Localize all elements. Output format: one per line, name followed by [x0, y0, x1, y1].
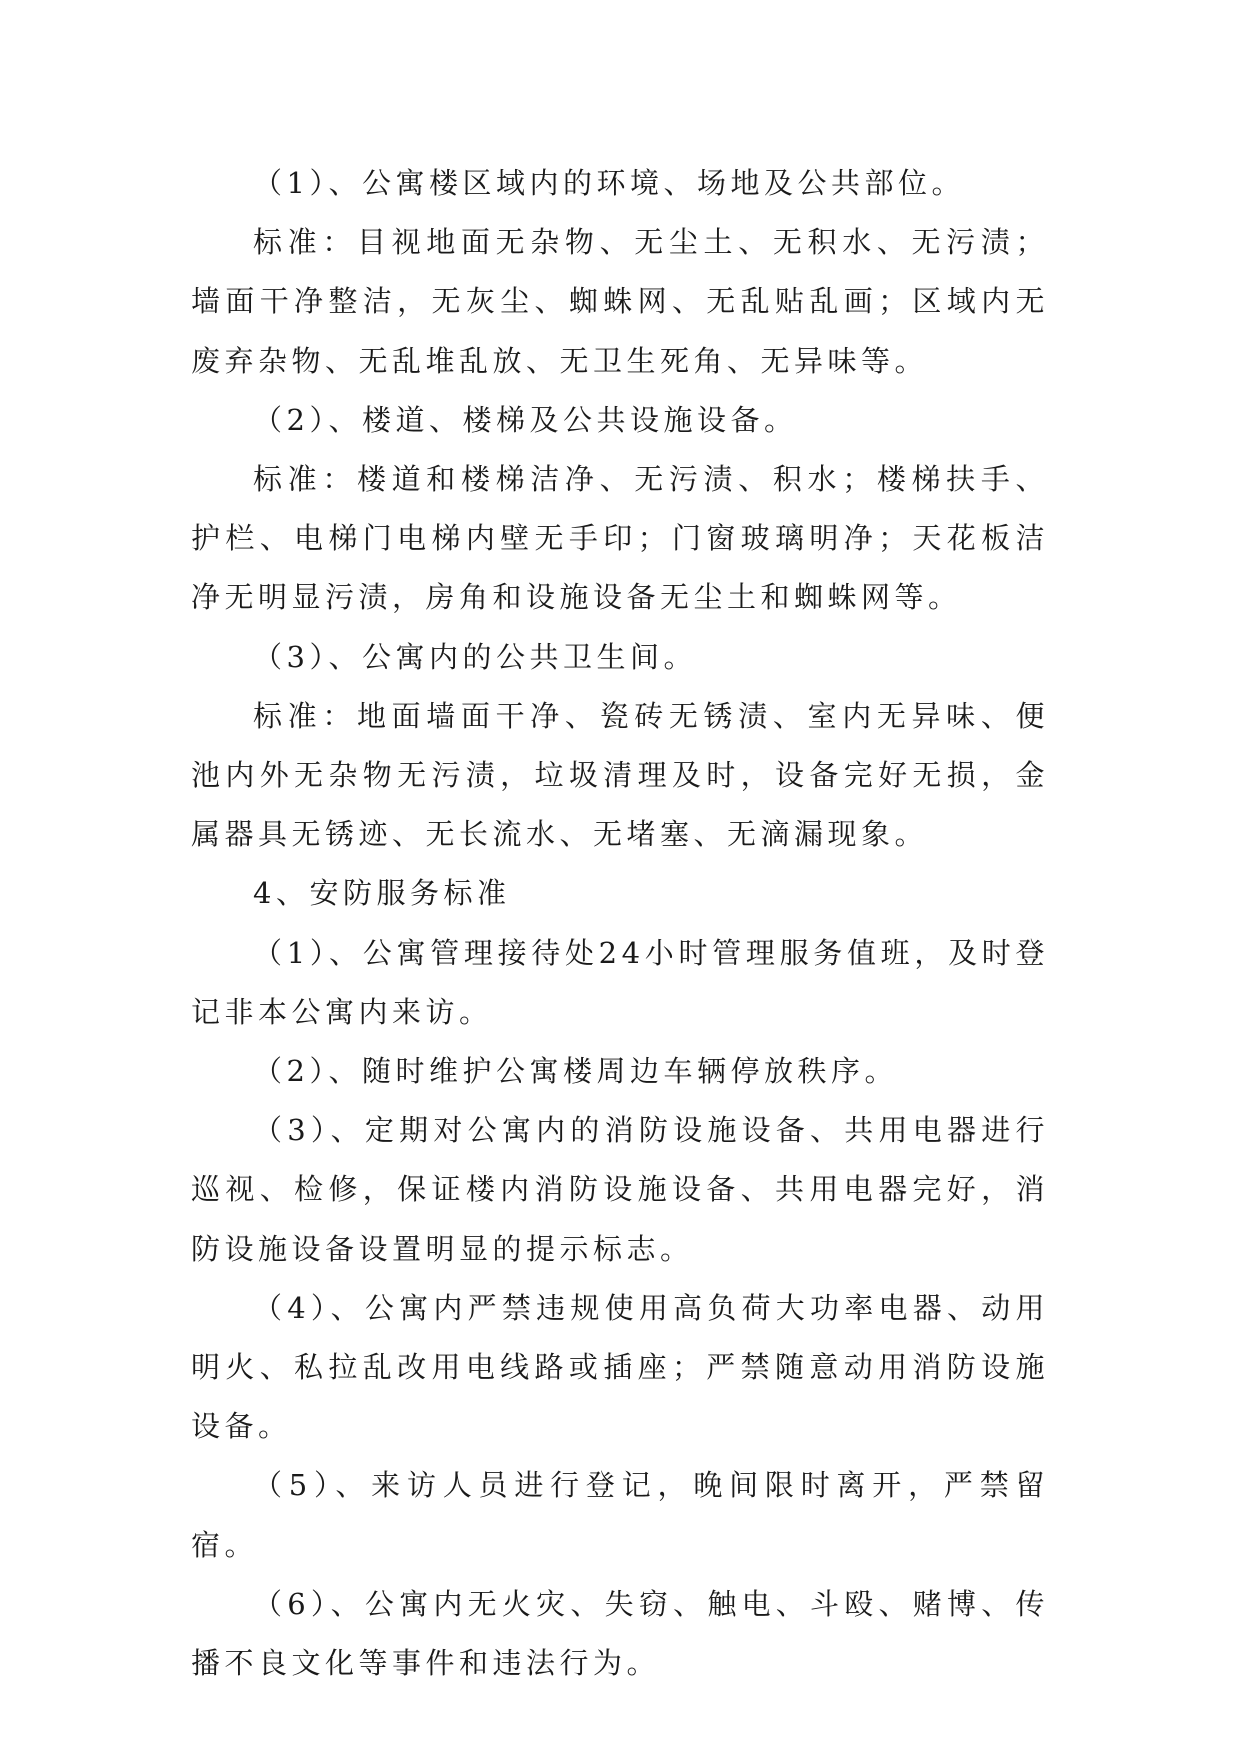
clause-1-environment-standard: 标准：目视地面无杂物、无尘土、无积水、无污渍；墙面干净整洁，无灰尘、蜘蛛网、无乱贴乱画；区域内无废弃杂物、无乱堆乱放、无卫生死角、无异味等。 [191, 225, 1049, 378]
security-item-6: （6）、公寓内无火灾、失窃、触电、斗殴、赌博、传播不良文化等事件和违法行为。 [191, 1586, 1049, 1681]
clause-3-restroom-standard: 标准：地面墙面干净、瓷砖无锈渍、室内无异味、便池内外无杂物无污渍，垃圾清理及时，设备完好无损，金属器具无锈迹、无长流水、无堵塞、无滴漏现象。 [191, 698, 1049, 852]
clause-2-stairway-heading: （2）、楼道、楼梯及公共设施设备。 [253, 402, 798, 437]
document-page [191, 154, 1049, 1693]
clause-3-restroom-heading: （3）、公寓内的公共卫生间。 [253, 639, 697, 674]
security-item-5: （5）、来访人员进行登记，晚间限时离开，严禁留宿。 [191, 1468, 1049, 1562]
clause-2-stairway-standard: 标准：楼道和楼梯洁净、无污渍、积水；楼梯扶手、护栏、电梯门电梯内壁无手印；门窗玻璃明净；天花板洁净无明显污渍，房角和设施设备无尘土和蜘蛛网等。 [191, 462, 1049, 615]
security-item-3: （3）、定期对公寓内的消防设施设备、共用电器进行巡视、检修，保证楼内消防设施设备、共用电器完好，消防设施设备设置明显的提示标志。 [191, 1113, 1049, 1266]
clause-1-environment-heading: （1）、公寓楼区域内的环境、场地及公共部位。 [253, 166, 965, 200]
section-4-security-heading: 4、安防服务标准 [253, 876, 511, 911]
security-item-4: （4）、公寓内严禁违规使用高负荷大功率电器、动用明火、私拉乱改用电线路或插座；严禁随意动用消防设施设备。 [191, 1290, 1049, 1444]
security-item-2: （2）、随时维护公寓楼周边车辆停放秩序。 [253, 1054, 898, 1089]
security-item-1: （1）、公寓管理接待处24小时管理服务值班，及时登记非本公寓内来访。 [191, 935, 1049, 1029]
